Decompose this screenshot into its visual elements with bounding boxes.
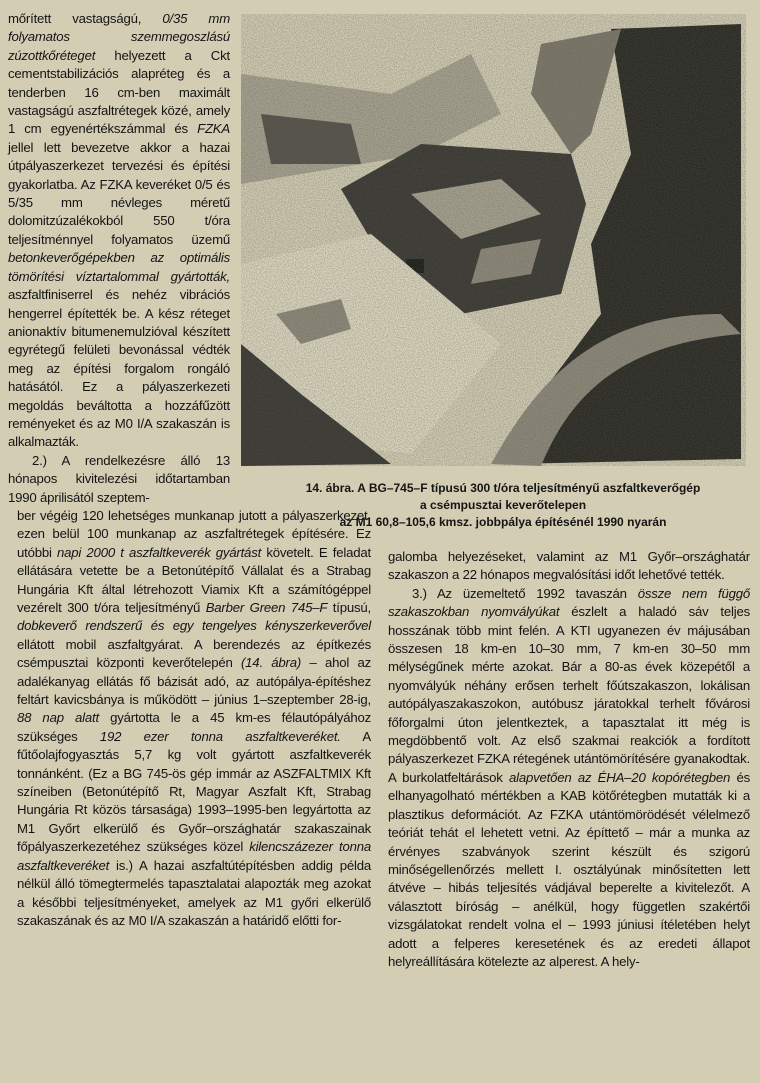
italic-run: dobkeverő rendszerű és egy tengelyes kényszerkeverővel: [17, 618, 371, 634]
italic-run: kilencszázezer tonna aszfaltkeveréket: [17, 839, 371, 873]
paragraph-1: [8, 10, 230, 452]
text-run: követelt. E feladat ellátására vetette be a Betonútépítő Vállalat és a Strabag Hungária Kft által létrehozott Viamix Kft a számítógéppel vezérelt 300 t/óra teljesítményű: [17, 544, 371, 615]
italic-run: 88 nap alatt: [17, 710, 99, 726]
figure-14-photo: [241, 14, 746, 466]
italic-run: össze nem függő szakaszokban nyomvályúkat: [388, 585, 750, 620]
text-column-right: [388, 548, 750, 971]
italic-run: alapvetően az ÉHA–20 kopórétegben: [508, 769, 731, 785]
text-run: is.) A hazai aszfaltútépítésben addig példa nélkül álló tömegtermelés tapasztalatai alapozták meg azokat a későbbi teljesítményeket, amelyek az M1 győri elkerülő szakaszának és az M0 I/A szakaszán a határidő előtti for-: [17, 857, 371, 928]
caption-line-1: 14. ábra. A BG–745–F típusú 300 t/óra teljesítményű aszfaltkeverőgép: [305, 481, 701, 495]
text-run: ber végéig 120 lehetséges munkanap jutott a pályaszerkezet, ezen belül 100 munkanap az aszfaltrétegek építésére. Ez utóbbi: [17, 507, 371, 560]
italic-run: 192 ezer tonna aszfaltkeveréket.: [99, 728, 341, 744]
paragraph-2-start: 2.) A rendelkezésre álló 13 hónapos kivitelezési időtartamban 1990 áprilisától szeptem-: [8, 452, 230, 505]
text-run: helyezett a Ckt cementstabilizációs alapréteg és a tenderben 16 cm-ben maximált vastagságú aszfaltrétegek közé, amely 1 cm egyenértékszámmal és: [8, 47, 230, 137]
caption-line-3: az M1 60,8–105,6 kmsz. jobbpálya építésénél 1990 nyarán: [339, 515, 667, 529]
text-run: mőrített vastagságú,: [8, 11, 163, 26]
text-run: észlelt a haladó sáv teljes hosszának több mint felén. A KTI ugyanezen év májusában összesen 18 km-en 10–30 mm, 7 km-en 30–50 mm mélységűnek mérte azokat. Bár a 80-as évek közepétől a nyomvályúk néhány erősen terhelt főútszakaszon, lokálisan autópályaszakaszokon, autóbusz járatokkal terhelt fővárosi főforgalmi úton jelentkeztek, a tapasztalat itt még is megdöbbentő volt. Az első szakmai reakciók a fordított pályaszerkezet FZKA rétegének utántömörítésére gyanakodtak. A burkolatfeltárások: [388, 604, 751, 785]
italic-run: napi 2000 t aszfaltkeverék gyártást: [57, 544, 262, 560]
text-run: ellátott mobil aszfaltgyárat. A berendezés az építkezés csémpusztai központi keverőtelepén: [17, 636, 371, 671]
text-run: típusú,: [327, 600, 371, 615]
aerial-photo-asphalt-plant: [241, 14, 746, 466]
figure-caption: [246, 480, 760, 531]
text-run: aszfaltfiniserrel és nehéz vibrációs hengerrel építették be. A kész réteget anionaktív bitumenemulzióval készített egyrétegű felületi bevonással védték meg az építési forgalom rongáló hatásától. Ez a pályaszerkezeti megoldás beváltotta a hozzáfűzött reményeket és az M0 I/A szakaszán is alkalmazták.: [8, 287, 230, 450]
italic-run: 0/35 mm folyamatos szemmegoszlású zúzottkőréteget: [8, 11, 230, 63]
text-run: jellel lett bevezetve akkor a hazai útpályaszerkezet tervezési és építési gyakorlatba. Az FZKA keveréket 0/5 és 5/35 mm névleges méretű dolomitzúzalékokból 550 t/óra teljesítménnyel folyamatos üzemű: [8, 139, 230, 247]
paragraph-2-end: galomba helyezéseket, valamint az M1 Győr–országhatár szakaszon a 22 hónapos megvalósítási időt lehetővé tették.: [388, 549, 750, 583]
text-run: gyártotta le a 45 km-es félautópályához szükséges: [17, 710, 371, 744]
text-column-top-left: [8, 10, 230, 507]
italic-run: (14. ábra): [240, 655, 302, 671]
italic-run: FZKA: [197, 121, 230, 137]
paragraph-3: [388, 585, 750, 972]
italic-run: betonkeverőgépekben az optimális tömörítési víztartalommal gyártották,: [8, 250, 230, 284]
paragraph-2-continued: [17, 507, 371, 930]
text-column-bottom-left: [17, 507, 371, 930]
italic-run: Barber Green 745–F: [205, 600, 328, 615]
text-run: és elhanyagolható mértékben a KAB kötőrétegben mutatták ki a plasztikus deformációt. Az FZKA utántömörödését vélelmező teóriát tehát el lehetett vetni. Az építtető – már a munka az érvényes szabványok szerint készült és szigorú minőségellenőrzés mellett I. osztályúnak minősítetten lett átvéve – hibás teljesítés vádjával beperelte a kivitelezőt. A választott bíróság – anélkül, hogy független szakértői vizsgálatokat rendelt volna el – 1993 júniusi ítéletében helyt adott a felperes keresetének és az eredeti állapot helyreállítására kötelezte az alperest. A hely-: [388, 769, 750, 969]
text-run: A fűtőolajfogyasztás 5,7 kg volt gyártott aszfaltkeverék tonnánként. (Ez a BG 745-ös gép immár az ASZFALTMIX Kft színeiben (Betonútépítő Rt, Magyar Aszfalt Kft, Strabag Hungária Rt közös társasága) 1993–1995-ben legyártotta az M1 Győrt elkerülő és Győr–országhatár szakaszainak főpályaszerkezetéhez szükséges közel: [17, 728, 371, 855]
text-run: – ahol az adalékanyag ellátás fő bázisát adó, az autópálya-építéshez feltárt kavicsbánya is működött – június 1–szeptember 28-ig,: [17, 655, 371, 708]
caption-line-2: a csémpusztai keverőtelepen: [419, 498, 587, 512]
text-run: 3.) Az üzemeltető 1992 tavaszán: [412, 585, 638, 601]
